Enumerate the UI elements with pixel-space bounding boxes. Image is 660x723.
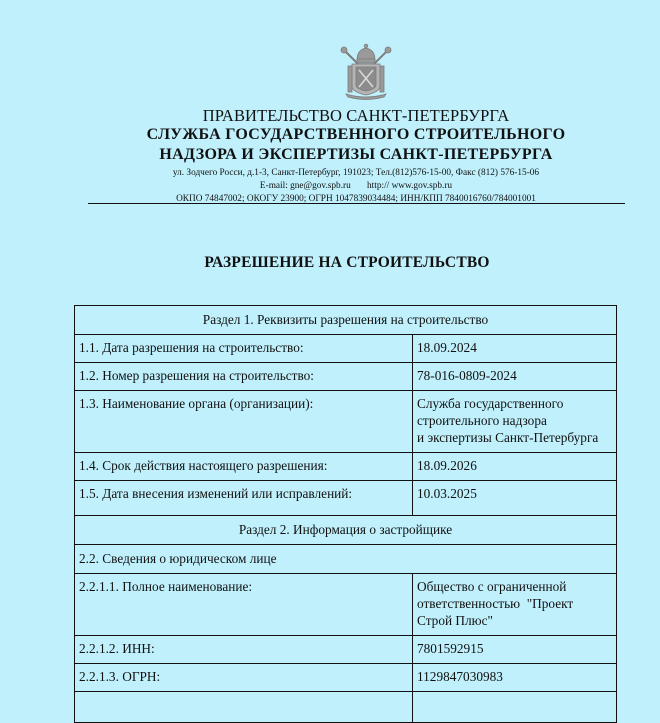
next-row-value (413, 692, 617, 723)
service-title-line2: НАДЗОРА И ЭКСПЕРТИЗЫ САНКТ-ПЕТЕРБУРГА (159, 146, 553, 163)
issuing-authority-line: Служба государственного (417, 396, 564, 411)
issuing-authority-line: строительного надзора (417, 413, 547, 428)
table-row (75, 636, 617, 664)
saint-petersburg-coat-of-arms-icon (338, 42, 394, 100)
table-row (75, 545, 617, 574)
permit-number-label: 1.2. Номер разрешения на строительство: (75, 363, 413, 391)
issuing-authority-label: 1.3. Наименование органа (организации): (75, 391, 413, 453)
full-name-value (413, 574, 617, 636)
government-title: ПРАВИТЕЛЬСТВО САНКТ-ПЕТЕРБУРГА (202, 106, 510, 125)
inn-label: 2.2.1.2. ИНН: (75, 636, 413, 664)
validity-period-value: 18.09.2026 (413, 453, 617, 481)
inn-value: 7801592915 (413, 636, 617, 664)
permit-date-label: 1.1. Дата разрешения на строительство: (75, 335, 413, 363)
registration-codes-line: ОКПО 74847002; ОКОГУ 23900; ОГРН 1047839034484; ИНН/КПП 7840016760/784001001 (176, 194, 536, 204)
table-row (75, 692, 617, 723)
header-divider (88, 203, 625, 204)
amendment-date-label: 1.5. Дата внесения изменений или исправлений: (75, 481, 413, 516)
issuing-authority-value (413, 391, 617, 453)
ogrn-label: 2.2.1.3. ОГРН: (75, 664, 413, 692)
full-name-label: 2.2.1.1. Полное наименование: (75, 574, 413, 636)
table-row (75, 664, 617, 692)
contacts-line: E-mail: gne@gov.spb.ru http:// www.gov.spb.ru (259, 181, 453, 191)
address-line: ул. Зодчего Росси, д.1-3, Санкт-Петербург, 191023; Тел.(812)576-15-00, Факс (812) 576-15-06 (172, 168, 540, 178)
validity-period-label: 1.4. Срок действия настоящего разрешения: (75, 453, 413, 481)
table-row (75, 363, 617, 391)
permit-number-value: 78-016-0809-2024 (413, 363, 617, 391)
next-row-label (75, 692, 413, 723)
table-row (75, 481, 617, 516)
permit-date-value: 18.09.2024 (413, 335, 617, 363)
amendment-date-value: 10.03.2025 (413, 481, 617, 516)
service-title-line1: СЛУЖБА ГОСУДАРСТВЕННОГО СТРОИТЕЛЬНОГО (146, 126, 566, 143)
table-row (75, 335, 617, 363)
letterhead (80, 106, 632, 206)
full-name-line: Строй Плюс" (417, 613, 493, 628)
table-row (75, 574, 617, 636)
section-header-row (75, 516, 617, 545)
permit-table (74, 305, 617, 723)
section1-title: Раздел 1. Реквизиты разрешения на строительство (75, 306, 617, 335)
full-name-line: Общество с ограниченной (417, 579, 567, 594)
ogrn-value: 1129847030983 (413, 664, 617, 692)
section-header-row (75, 306, 617, 335)
full-name-line: ответственностью "Проект (417, 596, 574, 611)
table-row (75, 453, 617, 481)
document-title: РАЗРЕШЕНИЕ НА СТРОИТЕЛЬСТВО (204, 254, 490, 271)
issuing-authority-line: и экспертизы Санкт-Петербурга (417, 430, 599, 445)
table-row (75, 391, 617, 453)
legal-entity-subheading: 2.2. Сведения о юридическом лице (75, 545, 617, 574)
section2-title: Раздел 2. Информация о застройщике (75, 516, 617, 545)
